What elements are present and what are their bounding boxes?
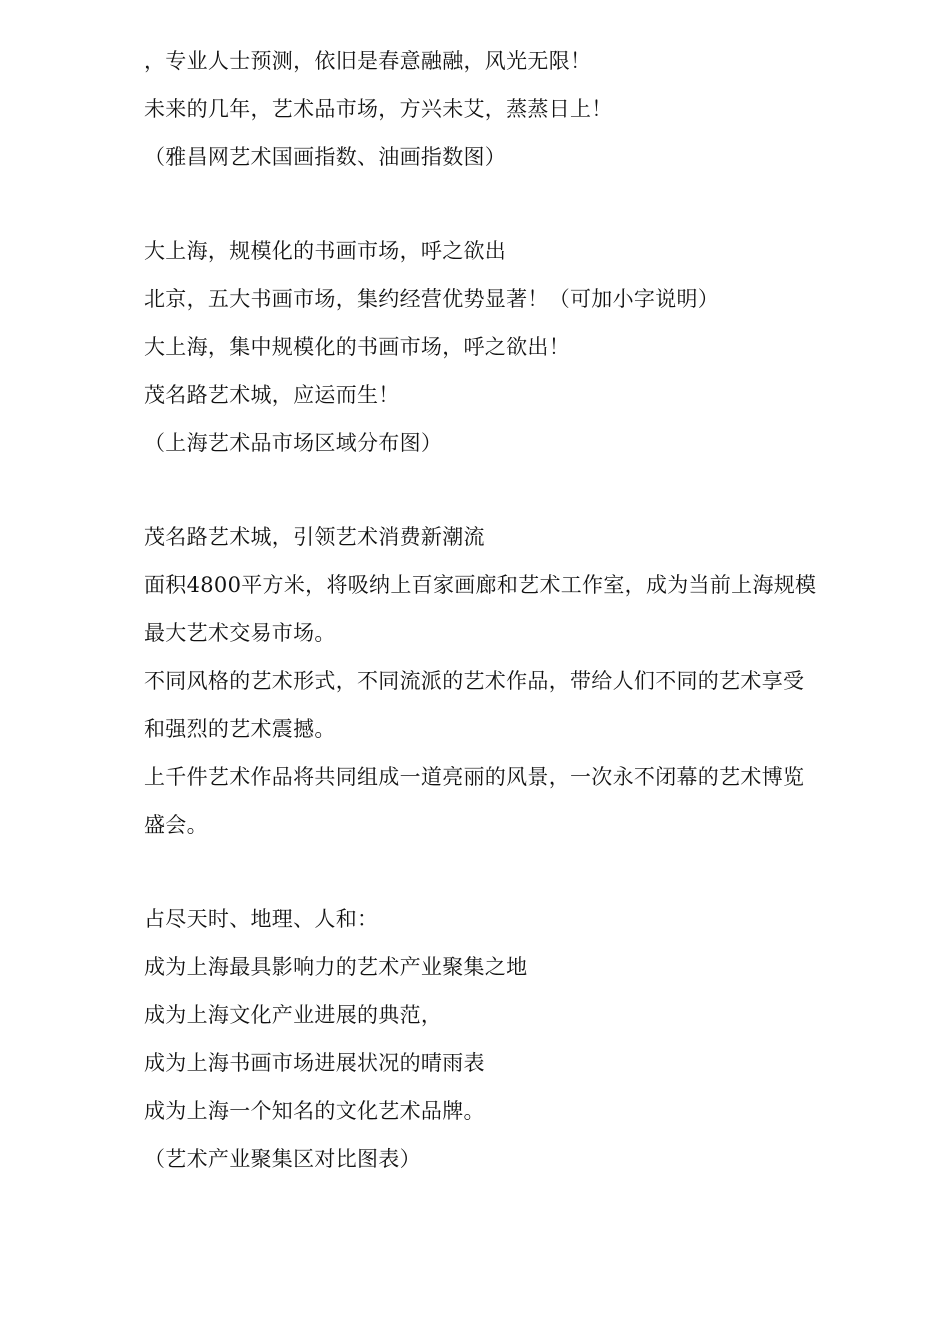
- text-line: 北京，五大书画市场，集约经营优势显著！（可加小字说明）: [144, 287, 720, 311]
- text-line: 不同风格的艺术形式，不同流派的艺术作品，带给人们不同的艺术享受: [144, 669, 805, 693]
- figure-caption: （艺术产业聚集区对比图表）: [144, 1147, 421, 1171]
- text-line: 上千件艺术作品将共同组成一道亮丽的风景，一次永不闭幕的艺术博览: [144, 765, 805, 789]
- text-line: 成为上海最具影响力的艺术产业聚集之地: [144, 955, 528, 979]
- text-line: 大上海，集中规模化的书画市场，呼之欲出！: [144, 335, 570, 359]
- text-line: 茂名路艺术城，应运而生！: [144, 383, 400, 407]
- text-line: 最大艺术交易市场。: [144, 621, 336, 645]
- section-heading: 占尽天时、地理、人和：: [144, 907, 379, 931]
- text-line: 成为上海文化产业进展的典范，: [144, 1003, 443, 1027]
- text-line: ，专业人士预测，依旧是春意融融，风光无限！: [144, 49, 592, 73]
- text-line: 成为上海书画市场进展状况的晴雨表: [144, 1051, 485, 1075]
- text-line: 和强烈的艺术震撼。: [144, 717, 336, 741]
- text-line: 未来的几年，艺术品市场，方兴未艾，蒸蒸日上！: [144, 97, 613, 121]
- figure-caption: （雅昌网艺术国画指数、油画指数图）: [144, 145, 507, 169]
- figure-caption: （上海艺术品市场区域分布图）: [144, 431, 443, 455]
- section-heading: 茂名路艺术城，引领艺术消费新潮流: [144, 525, 485, 549]
- text-line: 盛会。: [144, 813, 208, 837]
- text-line: 面积4800平方米，将吸纳上百家画廊和艺术工作室，成为当前上海规模: [144, 573, 817, 597]
- text-line: 成为上海一个知名的文化艺术品牌。: [144, 1099, 485, 1123]
- section-heading: 大上海，规模化的书画市场，呼之欲出: [144, 239, 507, 263]
